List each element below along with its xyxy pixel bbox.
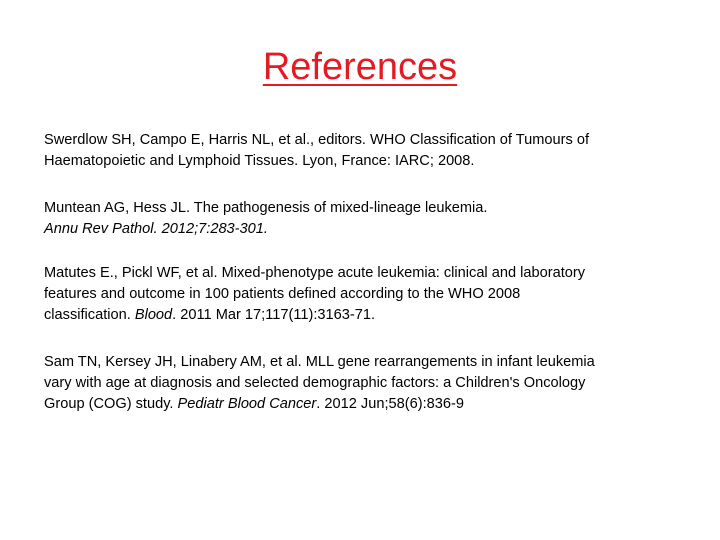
reference-text: classification. [44,307,135,323]
reference-line [44,394,684,415]
reference-line: Matutes E., Pickl WF, et al. Mixed-phenotype acute leukemia: clinical and laboratory [44,265,586,281]
reference-line: Haematopoietic and Lymphoid Tissues. Lyon, France: IARC; 2008. [44,153,475,169]
reference-list [44,130,684,441]
reference-item [44,198,684,240]
reference-line: Swerdlow SH, Campo E, Harris NL, et al., editors. WHO Classification of Tumours of [44,132,590,148]
page-title: References [262,46,458,88]
reference-citation: . 2012 Jun;58(6):836-9 [316,396,464,412]
reference-line: Sam TN, Kersey JH, Linabery AM, et al. MLL gene rearrangements in infant leukemia [44,354,595,370]
reference-item [44,352,684,415]
reference-text: Group (COG) study. [44,396,178,412]
reference-item [44,130,684,172]
journal-name: Pediatr Blood Cancer [177,396,317,412]
reference-line: features and outcome in 100 patients defined according to the WHO 2008 [44,286,521,302]
reference-line: vary with age at diagnosis and selected demographic factors: a Children's Oncology [44,375,586,391]
reference-journal-line: Annu Rev Pathol. 2012;7:283-301. [44,221,268,237]
journal-name: Blood [134,307,173,323]
reference-item [44,263,684,326]
reference-line [44,305,684,326]
reference-citation: . 2011 Mar 17;117(11):3163-71. [172,307,375,323]
reference-line: Muntean AG, Hess JL. The pathogenesis of mixed-lineage leukemia. [44,200,488,216]
